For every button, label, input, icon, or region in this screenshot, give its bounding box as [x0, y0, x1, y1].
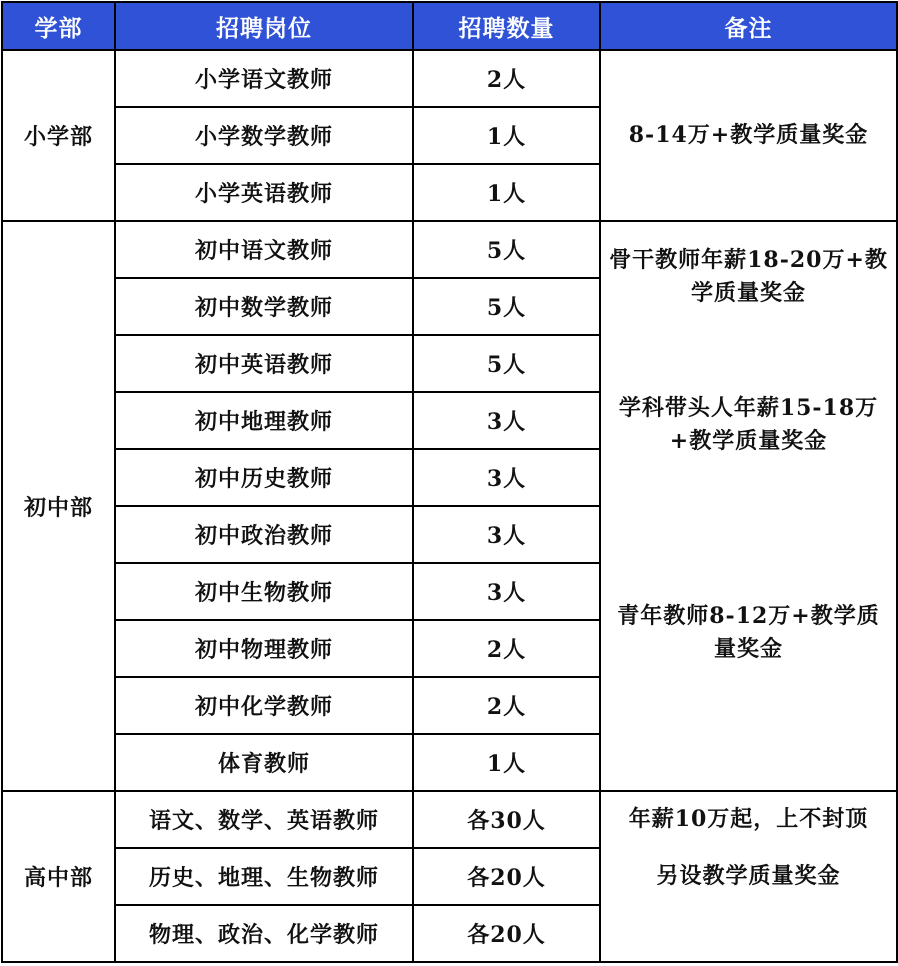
position-cell: 初中语文教师 — [115, 221, 413, 278]
remark-text: 青年教师8-12万+教学质量奖金 — [617, 603, 880, 662]
count-cell: 5人 — [413, 221, 600, 278]
position-cell: 小学数学教师 — [115, 107, 413, 164]
count-cell: 2人 — [413, 50, 600, 107]
dept-primary: 小学部 — [2, 50, 115, 221]
count-cell: 3人 — [413, 563, 600, 620]
header-remark: 备注 — [600, 2, 897, 50]
position-cell: 初中英语教师 — [115, 335, 413, 392]
position-cell: 小学英语教师 — [115, 164, 413, 221]
remark-text: 另设教学质量奖金 — [656, 863, 841, 889]
position-cell: 初中地理教师 — [115, 392, 413, 449]
remark-text: 学科带头人年薪15-18万+教学质量奖金 — [618, 395, 879, 454]
position-cell: 初中生物教师 — [115, 563, 413, 620]
position-cell: 初中物理教师 — [115, 620, 413, 677]
count-cell: 1人 — [413, 107, 600, 164]
dept-senior: 高中部 — [2, 791, 115, 962]
remark-primary — [600, 50, 897, 221]
count-cell: 3人 — [413, 449, 600, 506]
position-cell: 初中历史教师 — [115, 449, 413, 506]
table-row — [2, 221, 897, 278]
remark-junior — [600, 221, 897, 791]
count-cell: 各20人 — [413, 905, 600, 962]
count-cell: 2人 — [413, 677, 600, 734]
position-cell: 语文、数学、英语教师 — [115, 791, 413, 848]
table-row — [2, 50, 897, 107]
count-cell: 各30人 — [413, 791, 600, 848]
remark-text: 8-14万+教学质量奖金 — [628, 122, 869, 148]
position-cell: 体育教师 — [115, 734, 413, 791]
remark-senior — [600, 791, 897, 962]
count-cell: 3人 — [413, 392, 600, 449]
header-row — [2, 2, 897, 50]
count-cell: 2人 — [413, 620, 600, 677]
position-cell: 小学语文教师 — [115, 50, 413, 107]
remark-text: 年薪10万起，上不封顶 — [628, 806, 869, 832]
count-cell: 5人 — [413, 278, 600, 335]
count-cell: 5人 — [413, 335, 600, 392]
header-position: 招聘岗位 — [115, 2, 413, 50]
position-cell: 历史、地理、生物教师 — [115, 848, 413, 905]
recruitment-table — [1, 1, 898, 963]
count-cell: 1人 — [413, 164, 600, 221]
remark-text: 骨干教师年薪18-20万+教学质量奖金 — [609, 247, 888, 306]
header-count: 招聘数量 — [413, 2, 600, 50]
count-cell: 各20人 — [413, 848, 600, 905]
position-cell: 初中化学教师 — [115, 677, 413, 734]
count-cell: 1人 — [413, 734, 600, 791]
dept-junior: 初中部 — [2, 221, 115, 791]
position-cell: 初中数学教师 — [115, 278, 413, 335]
count-cell: 3人 — [413, 506, 600, 563]
header-dept: 学部 — [2, 2, 115, 50]
table-row — [2, 791, 897, 848]
position-cell: 物理、政治、化学教师 — [115, 905, 413, 962]
position-cell: 初中政治教师 — [115, 506, 413, 563]
